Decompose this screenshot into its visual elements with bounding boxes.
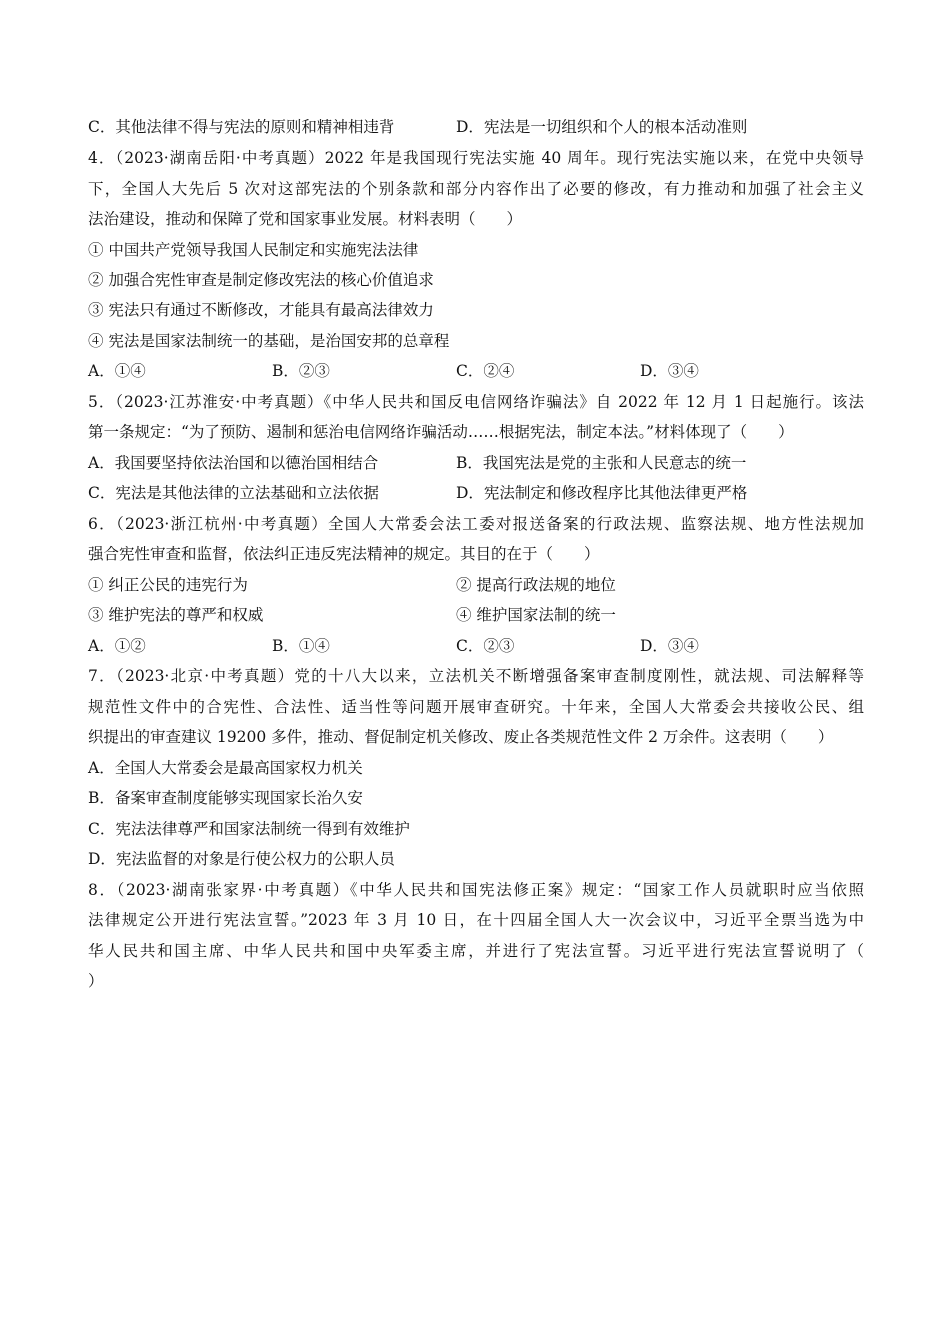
q5-option-a: A．我国要坚持依法治国和以德治国相结合: [88, 454, 379, 472]
q5-stem-line: 第一条规定：“为了预防、遏制和惩治电信网络诈骗活动……根据宪法，制定本法。”材料体现了（ ）: [88, 423, 794, 441]
q3-option-c: C．其他法律不得与宪法的原则和精神相违背: [88, 118, 395, 136]
q6-statement: ① 纠正公民的违宪行为: [88, 576, 248, 594]
q6-option-c: C．②③: [456, 637, 515, 655]
q4-option-a: A．①④: [88, 362, 146, 380]
q4-option-d: D．③④: [640, 362, 699, 380]
q8-stem-line: 法律规定公开进行宪法宣誓。”2023 年 3 月 10 日，在十四届全国人大一次会议中，习近平全票当选为中: [88, 911, 864, 929]
q8-stem-line: 华人民共和国主席、中华人民共和国中央军委主席，并进行了宪法宣誓。习近平进行宪法宣誓说明了（: [88, 942, 864, 960]
q7-stem-line: 7．（2023·北京·中考真题）党的十八大以来，立法机关不断增强备案审查制度刚性，就法规、司法解释等: [88, 667, 864, 685]
q4-stem-line: 4．（2023·湖南岳阳·中考真题）2022 年是我国现行宪法实施 40 周年。现行宪法实施以来，在党中央领导: [88, 149, 864, 167]
q7-option-a: A．全国人大常委会是最高国家权力机关: [88, 759, 363, 777]
q6-option-b: B．①④: [272, 637, 330, 655]
q5-option-b: B．我国宪法是党的主张和人民意志的统一: [456, 454, 747, 472]
q4-option-c: C．②④: [456, 362, 515, 380]
q5-option-d: D．宪法制定和修改程序比其他法律更严格: [456, 484, 748, 502]
q4-statement: ④ 宪法是国家法制统一的基础，是治国安邦的总章程: [88, 332, 450, 350]
q4-option-b: B．②③: [272, 362, 330, 380]
q4-stem-line: 法治建设，推动和保障了党和国家事业发展。材料表明（ ）: [88, 210, 523, 228]
q7-stem-line: 织提出的审查建议 19200 多件，推动、督促制定机关修改、废止各类规范性文件 2 万余件。这表明（ ）: [88, 728, 834, 746]
q7-option-b: B．备案审查制度能够实现国家长治久安: [88, 789, 363, 807]
q4-statement: ② 加强合宪性审查是制定修改宪法的核心价值追求: [88, 271, 434, 289]
q6-option-a: A．①②: [88, 637, 146, 655]
q6-stem-line: 6．（2023·浙江杭州·中考真题）全国人大常委会法工委对报送备案的行政法规、监察法规、地方性法规加: [88, 515, 864, 533]
q6-statement: ④ 维护国家法制的统一: [456, 606, 616, 624]
q6-stem-line: 强合宪性审查和监督，依法纠正违反宪法精神的规定。其目的在于（ ）: [88, 545, 600, 563]
q4-statement: ① 中国共产党领导我国人民制定和实施宪法法律: [88, 241, 419, 259]
q8-stem-line: ）: [88, 972, 104, 990]
q3-option-d: D．宪法是一切组织和个人的根本活动准则: [456, 118, 748, 136]
q7-option-d: D．宪法监督的对象是行使公权力的公职人员: [88, 850, 395, 868]
q4-stem-line: 下，全国人大先后 5 次对这部宪法的个别条款和部分内容作出了必要的修改，有力推动和加强了社会主义: [88, 180, 864, 198]
q8-stem-line: 8．（2023·湖南张家界·中考真题）《中华人民共和国宪法修正案》规定：“国家工作人员就职时应当依照: [88, 881, 864, 899]
q6-option-d: D．③④: [640, 637, 699, 655]
q7-stem-line: 规范性文件中的合宪性、合法性、适当性等问题开展审查研究。十年来，全国人大常委会共接收公民、组: [88, 698, 864, 716]
q5-option-c: C．宪法是其他法律的立法基础和立法依据: [88, 484, 379, 502]
q6-statement: ③ 维护宪法的尊严和权威: [88, 606, 264, 624]
q7-option-c: C．宪法法律尊严和国家法制统一得到有效维护: [88, 820, 410, 838]
q5-stem-line: 5．（2023·江苏淮安·中考真题）《中华人民共和国反电信网络诈骗法》自 2022 年 12 月 1 日起施行。该法: [88, 393, 864, 411]
q4-statement: ③ 宪法只有通过不断修改，才能具有最高法律效力: [88, 301, 434, 319]
q6-statement: ② 提高行政法规的地位: [456, 576, 616, 594]
